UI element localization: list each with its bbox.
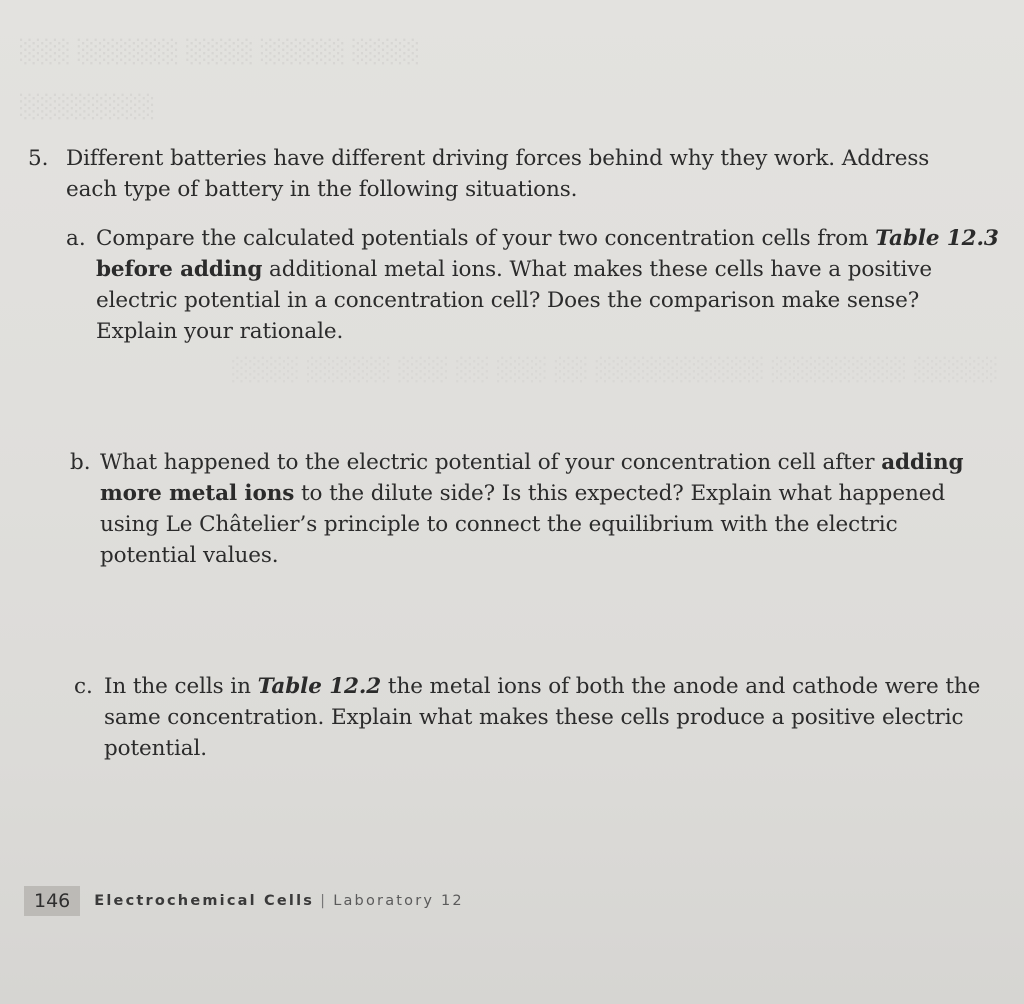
bleed-through-text: ░░░░░ ░░░░░░░░ ░░░░░░░░░░ ░░ ░░░ ░░ ░░░ ░░░░░ ░░░░ <box>230 358 997 383</box>
table-reference: Table 12.2 <box>257 674 382 699</box>
part-c-text: In the cells in Table 12.2 the metal ions of both the anode and cathode were the same concentration. Explain what makes these cells produce a positive electric potential. <box>104 674 981 761</box>
part-b-label: b. <box>70 450 91 475</box>
part-c-label: c. <box>74 674 93 699</box>
bleed-through-text: ░░░ ░░░░░░ ░░░░ ░░░░░ ░░░░ <box>20 40 421 65</box>
footer-separator: | <box>320 893 328 909</box>
part-a-text: Compare the calculated potentials of your two concentration cells from Table 12.3 before adding additional metal ions. What makes these cells have a positive electric potential in a concentration cell? Does the comparison make sense? Explain your rationale. <box>96 226 999 344</box>
question-text: Different batteries have different driving forces behind why they work. Address each type of battery in the following situations. <box>66 146 930 202</box>
bleed-through-text: ░░░░░░░░ <box>20 95 156 120</box>
question-number: 5. <box>28 146 49 171</box>
lab-title: Laboratory 12 <box>333 893 464 909</box>
chapter-title: Electrochemical Cells <box>94 893 315 909</box>
part-b-text: What happened to the electric potential of your concentration cell after adding more metal ions to the dilute side? Is this expected? Explain what happened using Le Châtelier’s principle to connect the equilibrium with the electric potential values. <box>100 450 964 568</box>
part-a-label: a. <box>66 226 86 251</box>
page-footer <box>24 886 464 916</box>
table-reference: Table 12.3 <box>875 226 999 251</box>
page-number: 146 <box>24 886 80 916</box>
running-footer <box>94 893 464 909</box>
